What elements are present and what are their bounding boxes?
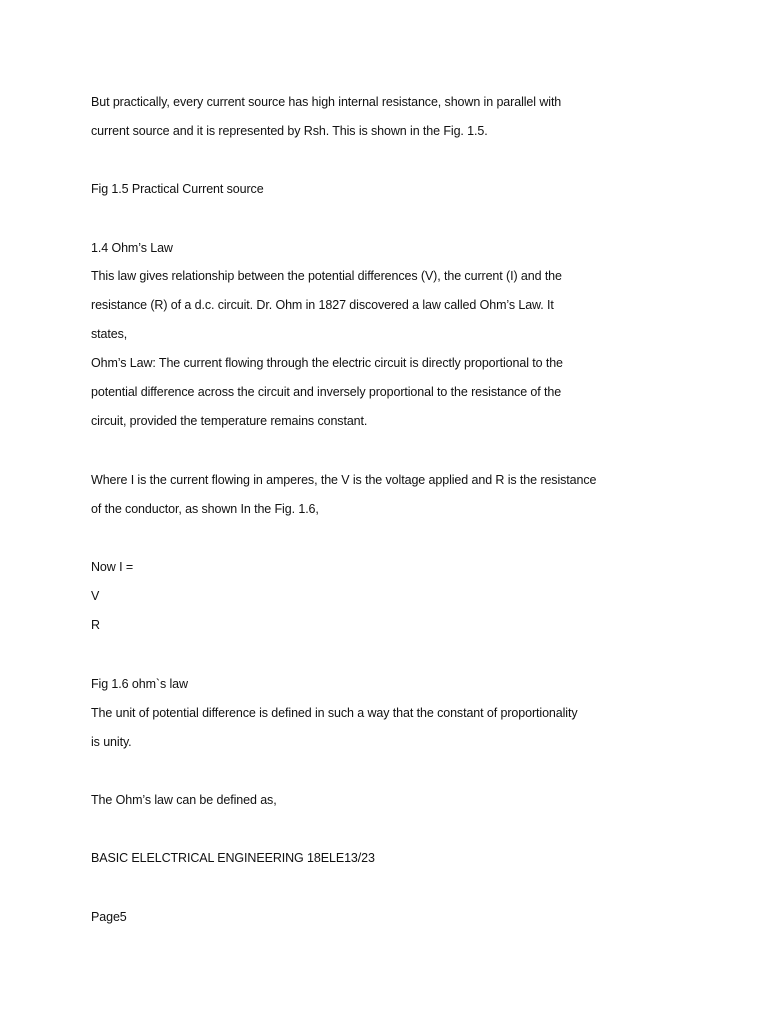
paragraph-line-where-2: of the conductor, as shown In the Fig. 1.6, (91, 502, 319, 516)
paragraph-line-ohm-definition-1: Ohm’s Law: The current flowing through the electric circuit is directly proportional to the (91, 356, 563, 370)
figure-caption-1-5: Fig 1.5 Practical Current source (91, 182, 264, 196)
paragraph-line-unit-1: The unit of potential difference is defined in such a way that the constant of proportionality (91, 706, 578, 720)
paragraph-line-where-1: Where I is the current flowing in amperes, the V is the voltage applied and R is the resistance (91, 473, 597, 487)
page-number: Page5 (91, 910, 127, 924)
equation-now-i: Now I = (91, 560, 134, 574)
equation-denominator-r: R (91, 618, 100, 632)
paragraph-line-practical-source-2: current source and it is represented by Rsh. This is shown in the Fig. 1.5. (91, 124, 488, 138)
equation-numerator-v: V (91, 589, 100, 603)
paragraph-line-ohm-definition-2: potential difference across the circuit and inversely proportional to the resistance of the (91, 385, 562, 399)
paragraph-line-ohm-defined: The Ohm’s law can be defined as, (91, 793, 277, 807)
page-footer-course-title: BASIC ELELCTRICAL ENGINEERING 18ELE13/23 (91, 851, 375, 865)
figure-caption-1-6: Fig 1.6 ohm`s law (91, 677, 188, 691)
paragraph-line-ohm-intro-1: This law gives relationship between the potential differences (V), the current (I) and the (91, 269, 562, 283)
paragraph-line-ohm-definition-3: circuit, provided the temperature remains constant. (91, 414, 368, 428)
paragraph-line-unit-2: is unity. (91, 735, 132, 749)
paragraph-line-ohm-intro-3: states, (91, 327, 128, 341)
paragraph-line-ohm-intro-2: resistance (R) of a d.c. circuit. Dr. Ohm in 1827 discovered a law called Ohm’s Law. It (91, 298, 554, 312)
section-heading-ohms-law: 1.4 Ohm’s Law (91, 241, 173, 255)
paragraph-line-practical-source-1: But practically, every current source has high internal resistance, shown in parallel with (91, 95, 562, 109)
